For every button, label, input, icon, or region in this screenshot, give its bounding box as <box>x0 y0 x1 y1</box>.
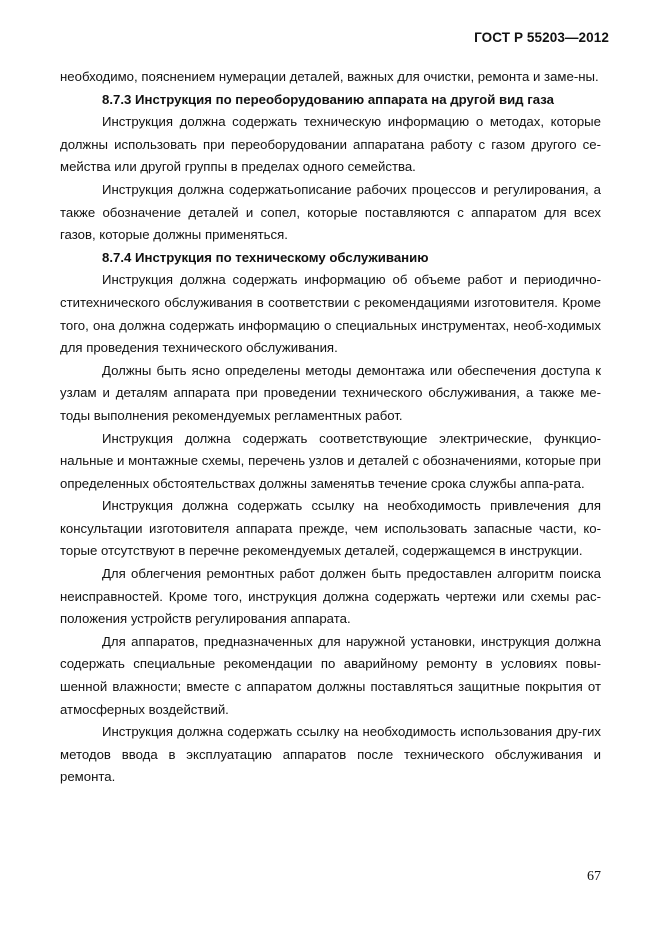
paragraph: Инструкция должна содержать соответствующие электрические, функцио-нальные и монтажные схемы, перечень узлов и деталей с обозначениями, которые при определенных обстоятельствах должны заменятьв течение срока службы аппа-рата. <box>60 430 601 491</box>
paragraph: Для аппаратов, предназначенных для наружной установки, инструкция должна содержать специальные рекомендации по аварийному ремонту в условиях повы-шенной влажности; вместе с аппаратом должны поставляться защитные покрытия от атмосферных воздействий. <box>60 633 601 717</box>
paragraph: Для облегчения ремонтных работ должен быть предоставлен алгоритм поиска неисправностей. Кроме того, инструкция должна содержать чертежи или схемы рас-положения устройств регулирования аппарата. <box>60 566 601 627</box>
section-heading-8-7-4: 8.7.4 Инструкция по техническому обслуживанию <box>102 249 429 265</box>
standard-header: ГОСТ Р 55203—2012 <box>474 30 609 45</box>
page-body <box>60 66 601 789</box>
paragraph: Инструкция должна содержать техническую информацию о методах, которые должны использовать при переоборудовании аппаратана работу с газом другого се-мейства или другой группы в пределах одного семейства. <box>60 114 601 175</box>
paragraph: Инструкция должна содержать ссылку на необходимость привлечения для консультации изготовителя аппарата прежде, чем использовать запасные части, ко-торые отсутствуют в перечне рекомендуемых деталей, содержащемся в инструкции. <box>60 498 601 559</box>
paragraph: Инструкция должна содержать ссылку на необходимость использования дру-гих методов ввода в эксплуатацию аппаратов после технического обслуживания и ремонта. <box>60 724 601 785</box>
section-heading-8-7-3: 8.7.3 Инструкция по переоборудованию аппарата на другой вид газа <box>102 91 554 107</box>
paragraph: Инструкция должна содержатьописание рабочих процессов и регулирования, а также обозначение деталей и сопел, которые поставляются с аппаратом для всех газов, которые должны применяться. <box>60 181 601 243</box>
page-number: 67 <box>587 869 601 884</box>
paragraph: Должны быть ясно определены методы демонтажа или обеспечения доступа к узлам и деталям аппарата при проведении технического обслуживания, а также ме-тоды выполнения рекомендуемых регламентных работ. <box>60 362 601 423</box>
paragraph: Инструкция должна содержать информацию об объеме работ и периодично-ститехнического обслуживания в соответствии с рекомендациями изготовителя. Кроме того, она должна содержать информацию о специальных инструментах, необ-ходимых для проведения технического обслуживания. <box>60 272 601 356</box>
paragraph-continuation: необходимо, пояснением нумерации деталей, важных для очистки, ремонта и заме-ны. <box>60 69 599 84</box>
